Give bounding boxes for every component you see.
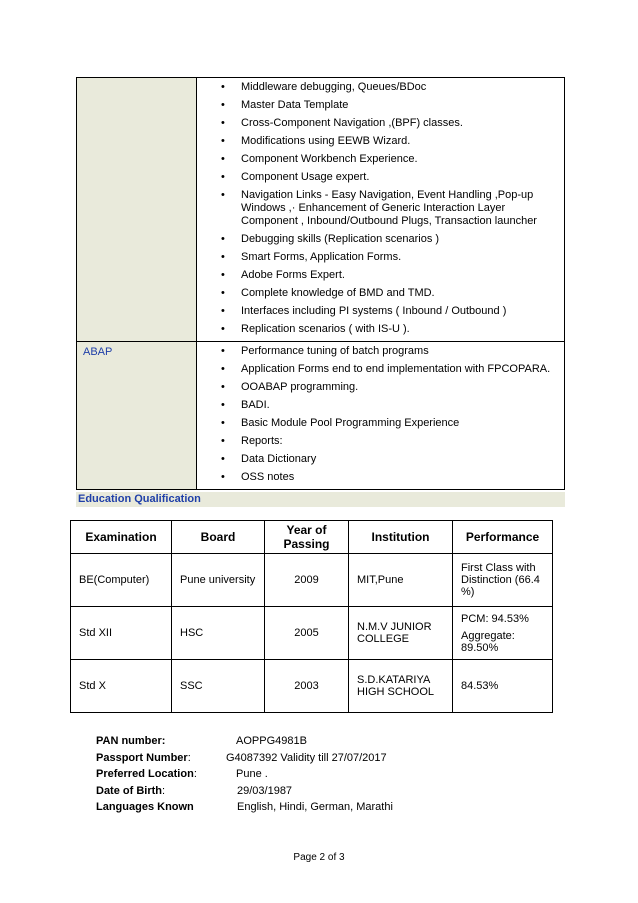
detail-label: PAN number: <box>96 735 166 747</box>
performance-cell <box>453 660 553 713</box>
performance-aggregate: Aggregate: 89.50% <box>461 629 515 654</box>
column-header: Year of Passing <box>265 521 349 554</box>
institution-cell: N.M.V JUNIOR COLLEGE <box>349 607 453 660</box>
exam-cell: Std X <box>71 660 172 713</box>
skills-list <box>197 342 564 489</box>
board-cell: SSC <box>172 660 265 713</box>
detail-label: Date of Birth <box>96 784 162 797</box>
resume-page: • Middleware debugging, Queues/BDoc • Master Data Template • Cross-Component Navigation ,(BPF) classes. • Modifications using EEWB Wizard. • Component Workbench Experience. • Component Usage expert. • Navigation Links - Easy Navigation, Event Handling ,Pop-up Windows ,· Enhancement of Generic Interaction Layer Component , Inbound/Outbound Plugs, Transaction launcher • Debugging skills (Replication scenarios ) • Smart Forms, Application Forms. • Adobe Forms Expert. • Complete knowledge of BMD and TMD. • Interfaces including PI systems ( Inbound / Outbound ) • Replication scenarios ( with IS-U ). ABAP • Performance tuning of batch programs • Application Forms end to end implementation with FPCOPARA. • OOABAP programming. • BADI. • Basic Module Pool Programming Experience • Reports: • Data Dictionary • OSS notes Education Qualification Examination Board Year of Passing Institution Performance BE(Computer) Pune university 2009 MIT,Pune First Class with Distinction (66.4 %) Std XII HSC 2005 N.M.V JUNIOR COLLEGE PCM: 94.53% Aggregate: 89.50% Std X SSC 2003 S.D.KATARIYA HIGH SCHOOL 84.53% PAN number: AOPPG4981B Passport Number: G4087392 Validity till 27/07/2017 Preferred Location: Pune . Date of Birth: 29/03/1987 Languages Known English, Hindi, German, Marathi Page 2 of 3 <box>0 0 638 903</box>
institution-cell: S.D.KATARIYA HIGH SCHOOL <box>349 660 453 713</box>
board-cell: Pune university <box>172 554 265 607</box>
performance-cell <box>453 554 553 607</box>
skill-item: • Data Dictionary <box>221 453 554 466</box>
skill-item: • Modifications using EEWB Wizard. <box>221 135 554 148</box>
skill-item: • Complete knowledge of BMD and TMD. <box>221 287 554 300</box>
education-heading: Education Qualification <box>76 492 565 507</box>
year-cell: 2005 <box>265 607 349 660</box>
skill-item: • Component Usage expert. <box>221 171 554 184</box>
exam-cell: BE(Computer) <box>71 554 172 607</box>
skill-item: • Smart Forms, Application Forms. <box>221 251 554 264</box>
skill-item: • Application Forms end to end implementation with FPCOPARA. <box>221 363 554 376</box>
skills-category-label <box>77 78 197 342</box>
detail-label: Preferred Location <box>96 768 194 780</box>
education-table <box>70 520 553 713</box>
year-cell: 2003 <box>265 660 349 713</box>
performance-value: PCM: 94.53% <box>461 612 529 625</box>
column-header: Board <box>172 521 265 554</box>
skill-item: • Debugging skills (Replication scenarios ) <box>221 233 554 246</box>
skills-row-crm <box>77 78 565 342</box>
performance-cell <box>453 607 553 660</box>
column-header: Institution <box>349 521 453 554</box>
exam-cell: Std XII <box>71 607 172 660</box>
detail-value: English, Hindi, German, Marathi <box>237 801 393 813</box>
detail-value: 29/03/1987 <box>237 784 293 797</box>
detail-value: AOPPG4981B <box>236 735 307 747</box>
performance-value: First Class with Distinction (66.4 %) <box>461 562 540 598</box>
detail-value: G4087392 Validity till 27/07/2017 <box>226 751 387 764</box>
skill-item: • BADI. <box>221 399 554 412</box>
skill-item: • Performance tuning of batch programs <box>221 345 554 358</box>
institution-cell: MIT,Pune <box>349 554 453 607</box>
skills-table <box>76 77 565 490</box>
education-header-row <box>71 521 553 554</box>
skill-item: • Interfaces including PI systems ( Inbound / Outbound ) <box>221 305 554 318</box>
skill-item: • Component Workbench Experience. <box>221 153 554 166</box>
skill-item: • Navigation Links - Easy Navigation, Event Handling ,Pop-up Windows ,· Enhancement of Generic Interaction Layer Component , Inbound/Outbound Plugs, Transaction launcher <box>221 189 554 228</box>
skill-item: • Basic Module Pool Programming Experience <box>221 417 554 430</box>
skill-item: • Reports: <box>221 435 554 448</box>
skills-row-abap <box>77 342 565 490</box>
table-row <box>71 607 553 660</box>
skill-item: • Cross-Component Navigation ,(BPF) classes. <box>221 117 554 130</box>
page-number: Page 2 of 3 <box>293 852 345 863</box>
skill-item: • OSS notes <box>221 471 554 484</box>
skill-item: • Master Data Template <box>221 99 554 112</box>
skills-category-label: ABAP <box>77 342 197 490</box>
skill-item: • OOABAP programming. <box>221 381 554 394</box>
skill-item: • Replication scenarios ( with IS-U ). <box>221 323 554 336</box>
table-row <box>71 660 553 713</box>
column-header: Performance <box>453 521 553 554</box>
skill-item: • Adobe Forms Expert. <box>221 269 554 282</box>
detail-label: Passport Number <box>96 751 188 764</box>
skills-list <box>197 78 564 341</box>
detail-label: Languages Known <box>96 801 194 813</box>
performance-value: 84.53% <box>461 680 499 692</box>
detail-value: Pune . <box>236 768 268 780</box>
board-cell: HSC <box>172 607 265 660</box>
table-row <box>71 554 553 607</box>
year-cell: 2009 <box>265 554 349 607</box>
column-header: Examination <box>71 521 172 554</box>
skill-item: • Middleware debugging, Queues/BDoc <box>221 81 554 94</box>
